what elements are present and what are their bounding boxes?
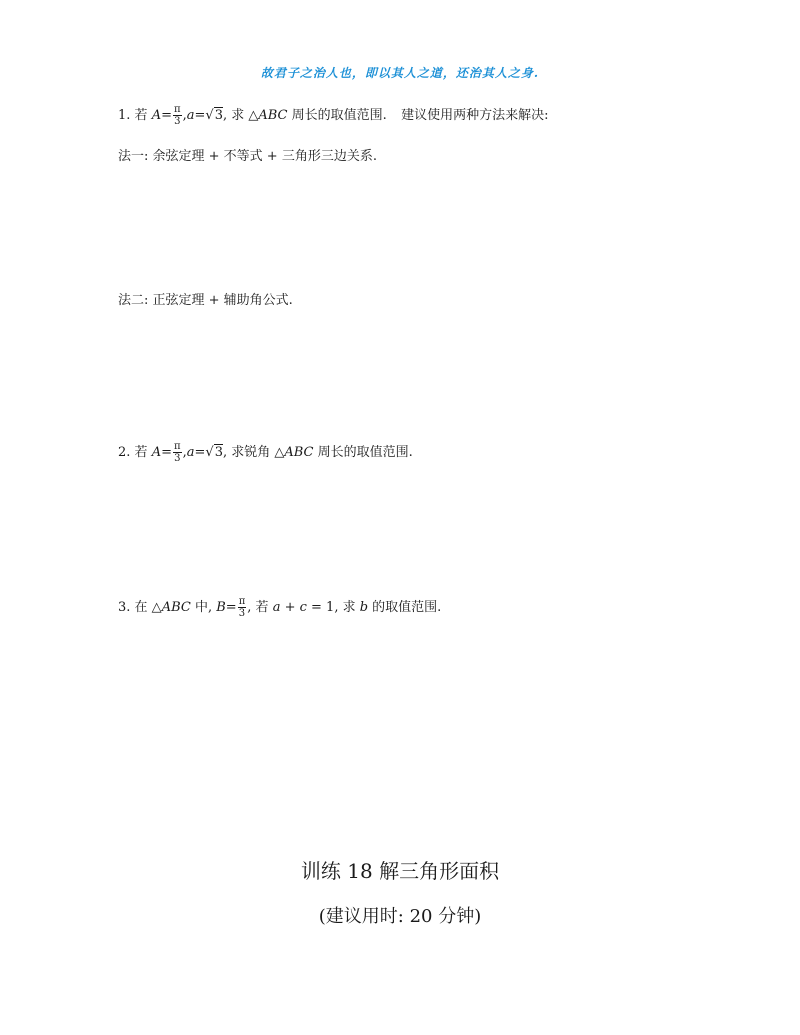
fraction-pi-over-3: [173, 441, 182, 464]
question-3-suffix: 的取值范围.: [368, 600, 442, 615]
question-2: [118, 441, 413, 464]
triangle-name: ABC: [258, 108, 288, 123]
triangle-name: ABC: [161, 600, 191, 615]
sqrt-3: [205, 107, 223, 125]
var-a: a: [186, 445, 195, 460]
question-3-number: 3.: [118, 600, 131, 615]
equals-sign: =: [225, 600, 237, 615]
comma: ,: [182, 445, 187, 460]
sqrt-radicand: 3: [214, 445, 223, 460]
fraction-denominator: 3: [238, 608, 246, 619]
fraction-pi-over-3: [238, 596, 247, 619]
fraction-denominator: 3: [174, 453, 181, 464]
equals-sign: =: [161, 108, 172, 123]
var-a: a: [186, 108, 195, 123]
var-b: b: [359, 600, 369, 615]
sqrt-sign: √: [205, 445, 214, 460]
sqrt-3: [205, 444, 223, 462]
question-3-mid1: 中,: [190, 600, 217, 615]
fraction-numerator: π: [174, 441, 181, 452]
question-1-number: 1.: [118, 108, 131, 123]
section-subtitle: (建议用时: 20 分钟): [318, 906, 482, 927]
fraction-numerator: π: [238, 596, 246, 607]
question-2-mid: , 求锐角 △: [222, 445, 285, 460]
sqrt-sign: √: [205, 108, 214, 123]
triangle-name: ABC: [284, 445, 314, 460]
fraction-numerator: π: [174, 104, 181, 115]
method-1: 法一: 余弦定理 + 不等式 + 三角形三边关系.: [118, 149, 377, 164]
question-1-hint: 建议使用两种方法来解决:: [401, 108, 549, 123]
header-quote: 故君子之治人也，即以其人之道，还治其人之身.: [260, 66, 540, 80]
sqrt-radicand: 3: [214, 108, 223, 123]
equals-sign: =: [194, 445, 206, 460]
comma: ,: [182, 108, 187, 123]
var-B: B: [216, 600, 226, 615]
section-title: 训练 18 解三角形面积: [300, 859, 500, 883]
var-A: A: [151, 108, 162, 123]
question-1-mid: , 求 △: [222, 108, 259, 123]
fraction-denominator: 3: [174, 116, 181, 127]
question-1: [118, 104, 548, 127]
equals-sign: =: [161, 445, 172, 460]
method-2: 法二: 正弦定理 + 辅助角公式.: [118, 293, 293, 308]
equals-sign: =: [194, 108, 206, 123]
question-2-number: 2.: [118, 445, 131, 460]
question-2-suffix: 周长的取值范围.: [313, 445, 413, 460]
question-2-prefix: 若: [134, 445, 148, 460]
var-A: A: [151, 445, 162, 460]
question-3: [118, 596, 441, 619]
expression-a-plus-c: a + c: [272, 600, 307, 615]
question-3-prefix: 在 △: [134, 600, 162, 615]
question-1-suffix: 周长的取值范围.: [287, 108, 387, 123]
fraction-pi-over-3: [173, 104, 182, 127]
question-1-prefix: 若: [134, 108, 148, 123]
question-3-mid2: , 若: [247, 600, 273, 615]
question-3-eq: = 1, 求: [306, 600, 360, 615]
